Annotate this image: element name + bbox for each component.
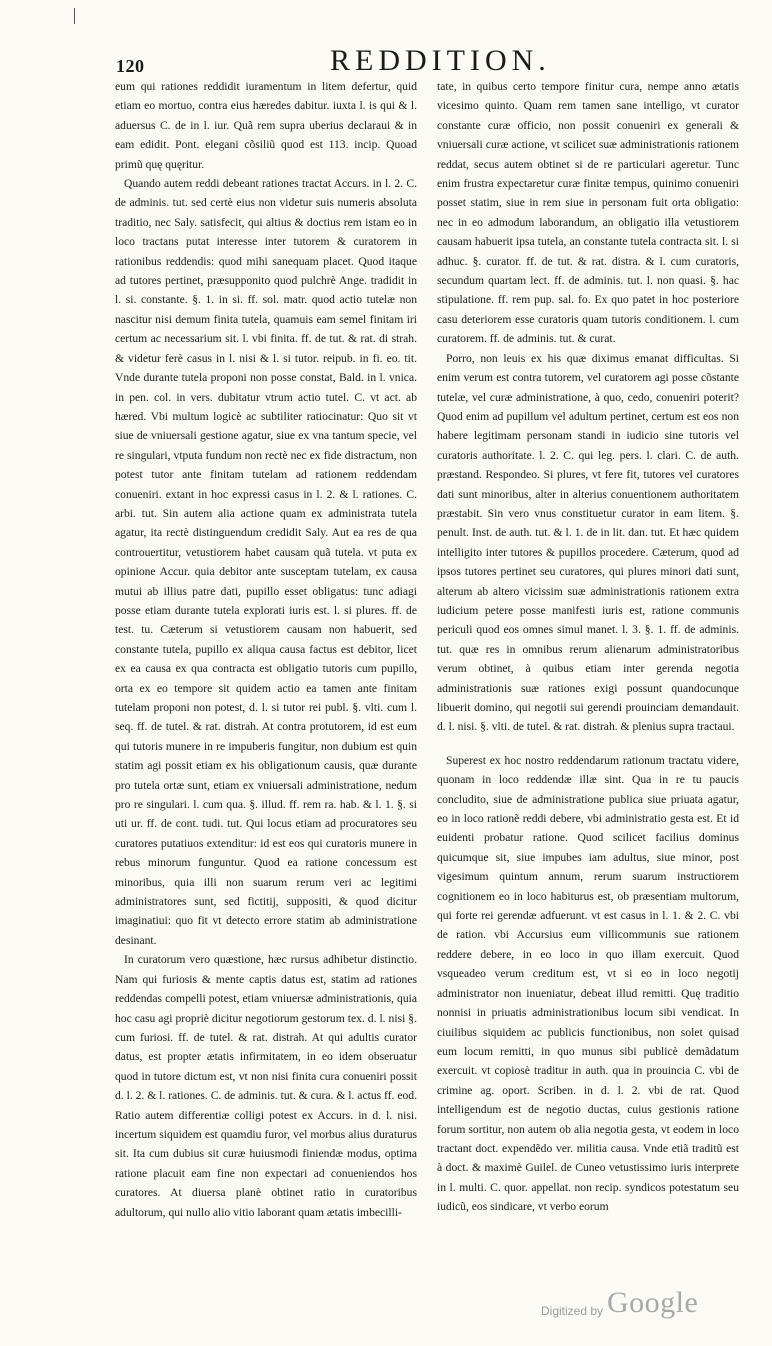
paragraph: In curatorum vero quæstione, hæc rursus adhibetur distinctio. Nam qui furiosis & mente captis datus est, statim ad rationes reddendas compelli potest, etiam vniuersæ administrationis, quia hoc casu agi propriè dicitur negotiorum gestorum tex. d. l. nisi §. cum furiosi. ff. de tutel. & rat. distrah. At qui adultis curator datus, est propter ætatis infirmitatem, in eo idem obseruatur quod in tutore dictum est, vt non nisi finita cura conueniri possit d. l. 2. & l. rationes. C. de adminis. tut. & cura. & l. actus ff. eod. Ratio autem differentiæ colligi potest ex Accurs. in d. l. nisi. incertum siquidem est quamdiu furor, vel morbus alius duraturus sit. Ita cum dubius sit curæ huiusmodi finiendæ modus, optima ratione placuit eam fine non expectari ad conueniendos hos curatores. At diuersa planè obtinet ratio in curatoribus adultorum, qui nullo alio vitio laborant quam ætatis imbecilli- bbox=[115, 953, 417, 1219]
left-column bbox=[115, 77, 417, 1227]
paragraph: tate, in quibus certo tempore finitur cura, nempe anno ætatis vicesimo quinto. Quam rem tamen sane intelligo, vt curator constante curæ officio, non possit conueniri ex generali & vniuersali curæ actione, vt scilicet suæ administrationis rationem reddat, secus autem obtinet si de re particulari ageretur. Tunc enim frustra expectaretur curæ finitæ tempus, quinimo conueniri posset statim, siue in rem siue in personam fuit orta obligatio: nec in eo admodum laborandum, an obligatio illa vetustiorem causam habuerit ipsa tutela, an constante tutela contracta sit. l. si adhuc. §. curator. ff. de tut. & rat. distra. & l. cum curatoris, secundum quartam lect. ff. de adminis. tut. l. non quasi. §. hac stipulatione. ff. rem pup. sal. fo. Ex quo patet in hoc posteriore casu deteriorem esse curatoris quam tutoris conditionem. l. cum curatorem. ff. de adminis. tut. & curat. bbox=[437, 80, 739, 346]
digitized-watermark bbox=[535, 1286, 735, 1334]
page-number: 120 bbox=[116, 56, 145, 76]
margin-mark bbox=[74, 8, 75, 24]
paragraph: eum qui rationes reddidit iuramentum in litem defertur, quid etiam eo mortuo, contra eius hæredes dabitur. iuxta l. is qui & l. aduersus C. de in l. iur. Quã rem supra uberius declaraui & in eam edidit. Pont. elegani cõsiliũ quod est 113. incip. Quoad primũ quę quęritur. bbox=[115, 80, 417, 171]
page-header bbox=[100, 44, 710, 77]
running-title: REDDITION. bbox=[330, 44, 551, 77]
paragraph: Porro, non leuis ex his quæ diximus emanat difficultas. Si enim verum est contra tutorem, vel curatorem agi posse cõstante tutelæ, vel curæ administratione, à quo, cedo, conueniri poterit? Quod enim ad pupillum vel adultum pertinet, certum est eos non habere legitimam personam standi in iudicio sine tutoris vel curatoris authoritate. l. 2. C. qui leg. pers. l. clari. C. de auth. præstand. Respondeo. Si plures, vt fere fit, tutores vel curatores dati sunt minoribus, alter in alterius conuentionem authoritatem præstabit. Sin vero vnus constituetur curator in eam litem. §. penult. Inst. de auth. tut. & l. 1. de in lit. dan. tut. Et hæc quidem intelligito inter tutores & pupillos procedere. Cæterum, quod ad ipsos tutores pertinet seu curatores, qui plures minori dati sunt, alterum ab altero vicissim suæ administrationis rationem extra iudicium petere posse manifesti iuris est, ratione communis periculi quod eos omnes simul manet. l. 3. §. 1. ff. de adminis. tut. quæ res in omnibus rerum alienarum administratoribus verum obtinet, à quibus etiam inter gerenda negotia administrationis suæ rationes exigi possunt quandocunque libuerit domino, qui negotii sui gerendi prouinciam demandauit. d. l. nisi. §. vlti. de tutel. & rat. distrah. & plenius supra tractaui. bbox=[437, 351, 739, 734]
digitized-by-text: Digitized by bbox=[541, 1304, 604, 1318]
right-column bbox=[437, 77, 739, 1227]
google-logo-text: Google bbox=[607, 1286, 699, 1319]
paragraph: Superest ex hoc nostro reddendarum rationum tractatu videre, quonam in loco reddendæ illæ sint. Qua in re tu paucis concludito, siue de administratione publica siue priuata agatur, eo in loco rationẽ reddi debere, vbi administratio gesta est. Et id euidenti probatur ratione. Quod scilicet facilius dominus quicumque sit, siue impubes iam adultus, siue minor, post vigesimum quintum annum, rerum suarum instructiorem cognitionem eo in loco habiturus est, ob præsentiam multorum, qui forte rei gerendæ adfuerunt. vt est casus in l. 1. & 2. C. vbi de ration. vbi Accursius eum villicommunis sue rationem reddere debere, in eo loco in quo illam exercuit. Quod vsqueadeo verum creditum est, vt si eo in loco negotij administrator non inueniatur, debeat illud remitti. Quę traditio nonnisi in priuatis administrationibus locum sibi vendicat. In ciuilibus siquidem ac publicis functionibus, non solet quisad eum locum remitti, in quo munus sibi publicè demãdatum exercuit. vt copiosè traditur in auth. qua in prouincia C. vbi de crimine ag. oport. Scriben. in d. l. 2. vbi de rat. Quod intelligendum est de negotio ductas, cuius gestionis ratione forum sortitur, non autem ob alia negotia gesta, vt eodem in loco tractant doct. expendẽdo ver. militia causa. Vnde etiã traditũ est à doct. & maximè Guilel. de Cuneo vetustissimo iuris interprete in l. multi. C. quor. appellat. non recip. syndicos potestatum seu iudicũ, eos sindicare, vt verbo eorum bbox=[437, 753, 739, 1214]
paragraph: Quando autem reddi debeant rationes tractat Accurs. in l. 2. C. de adminis. tut. sed certè eius non videtur suis numeris absoluta traditio, nec Saly. satisfecit, qui altius & doctius rem istam eo in loco tractans putat interesse inter tutorem & curatorem in rationibus reddendis: quod mihi sanequam placet. Quod itaque ad tutores pertinet, præsupponito quod pulchrè Ange. tradidit in l. si. constante. §. 1. in si. ff. sol. matr. quod actio tutelæ non nascitur nisi demum finita tutela, quamuis eam semel finitam iri certum ac necessarium sit. l. vbi finita. ff. de tut. & rat. di strah. & videtur ferè casus in l. nisi & l. si tutor. reipub. in fi. eo. tit. Vnde durante tutela proponi non posse constat, Bald. in l. vnica. in pen. col. in vers. dubitatur vtrum actio tutel. C. vt act. ab hæred. Vbi multum logicè ac subtiliter ratiocinatur: Quo sit vt siue de vniuersali gestione agatur, siue ex vna tantum specie, vel re singulari, vtputa fundum non rectè nec ex fide distractum, non potest tutor ante finitam tutelam ad rationem reddendam conueniri. extant in hoc expressi casus in l. 2. & l. rationes. C. arbi. tut. Sin autem alia actione quam ex administrata tutela agatur, ita rectè distinguendum credidit Saly. Aut ea res de qua controuertitur, vetustiorem habet causam quã tutela. vt puta ex opinione Accur. quia debitor ante susceptam tutelam, ex causa mutui ab illius patre dati, pupillo esset obligatus: tunc adiagi posse etiam durante tutela explorati iuris est. l. si plures. ff. de test. tu. Cæterum si vetustiorem causam non habuerit, sed constante tutela, pupillo ex aliqua causa factus est debitor, licet ex ea causa ex qua contracta est obligatio tutoris cum pupillo, orta ex eo tempore sit quidem actio ea tamen ante finitam tutelam proponi non potest, d. l. si tutor rei publ. §. vlti. cum l. seq. ff. de tutel. & rat. distrah. At contra protutorem, id est eum qui tutoris munere in re impuberis fungitur, non dubium est quin statim agi possit etiam ex his obligationum causis, quæ durante pro tutela ortæ sunt, etiam ex vniuersali administratione, nedum pro re singulari. l. cum qua. §. illud. ff. rem ra. hab. & l. 1. §. si uti ur. ff. de cont. tudi. tut. Qui locus etiam ad procuratores seu curatores putatiuos extenditur: id est eos qui curatoris munere in rebus minorum funguntur. Quod ea ratione concessum est minoribus, quia illi non suarum rerum veri ac legitimi administratores sunt, sed fictitij, suppositi, & quod dicitur imaginatiui: quo fit vt detecto errore statim ab administratione desinant. bbox=[115, 177, 417, 947]
